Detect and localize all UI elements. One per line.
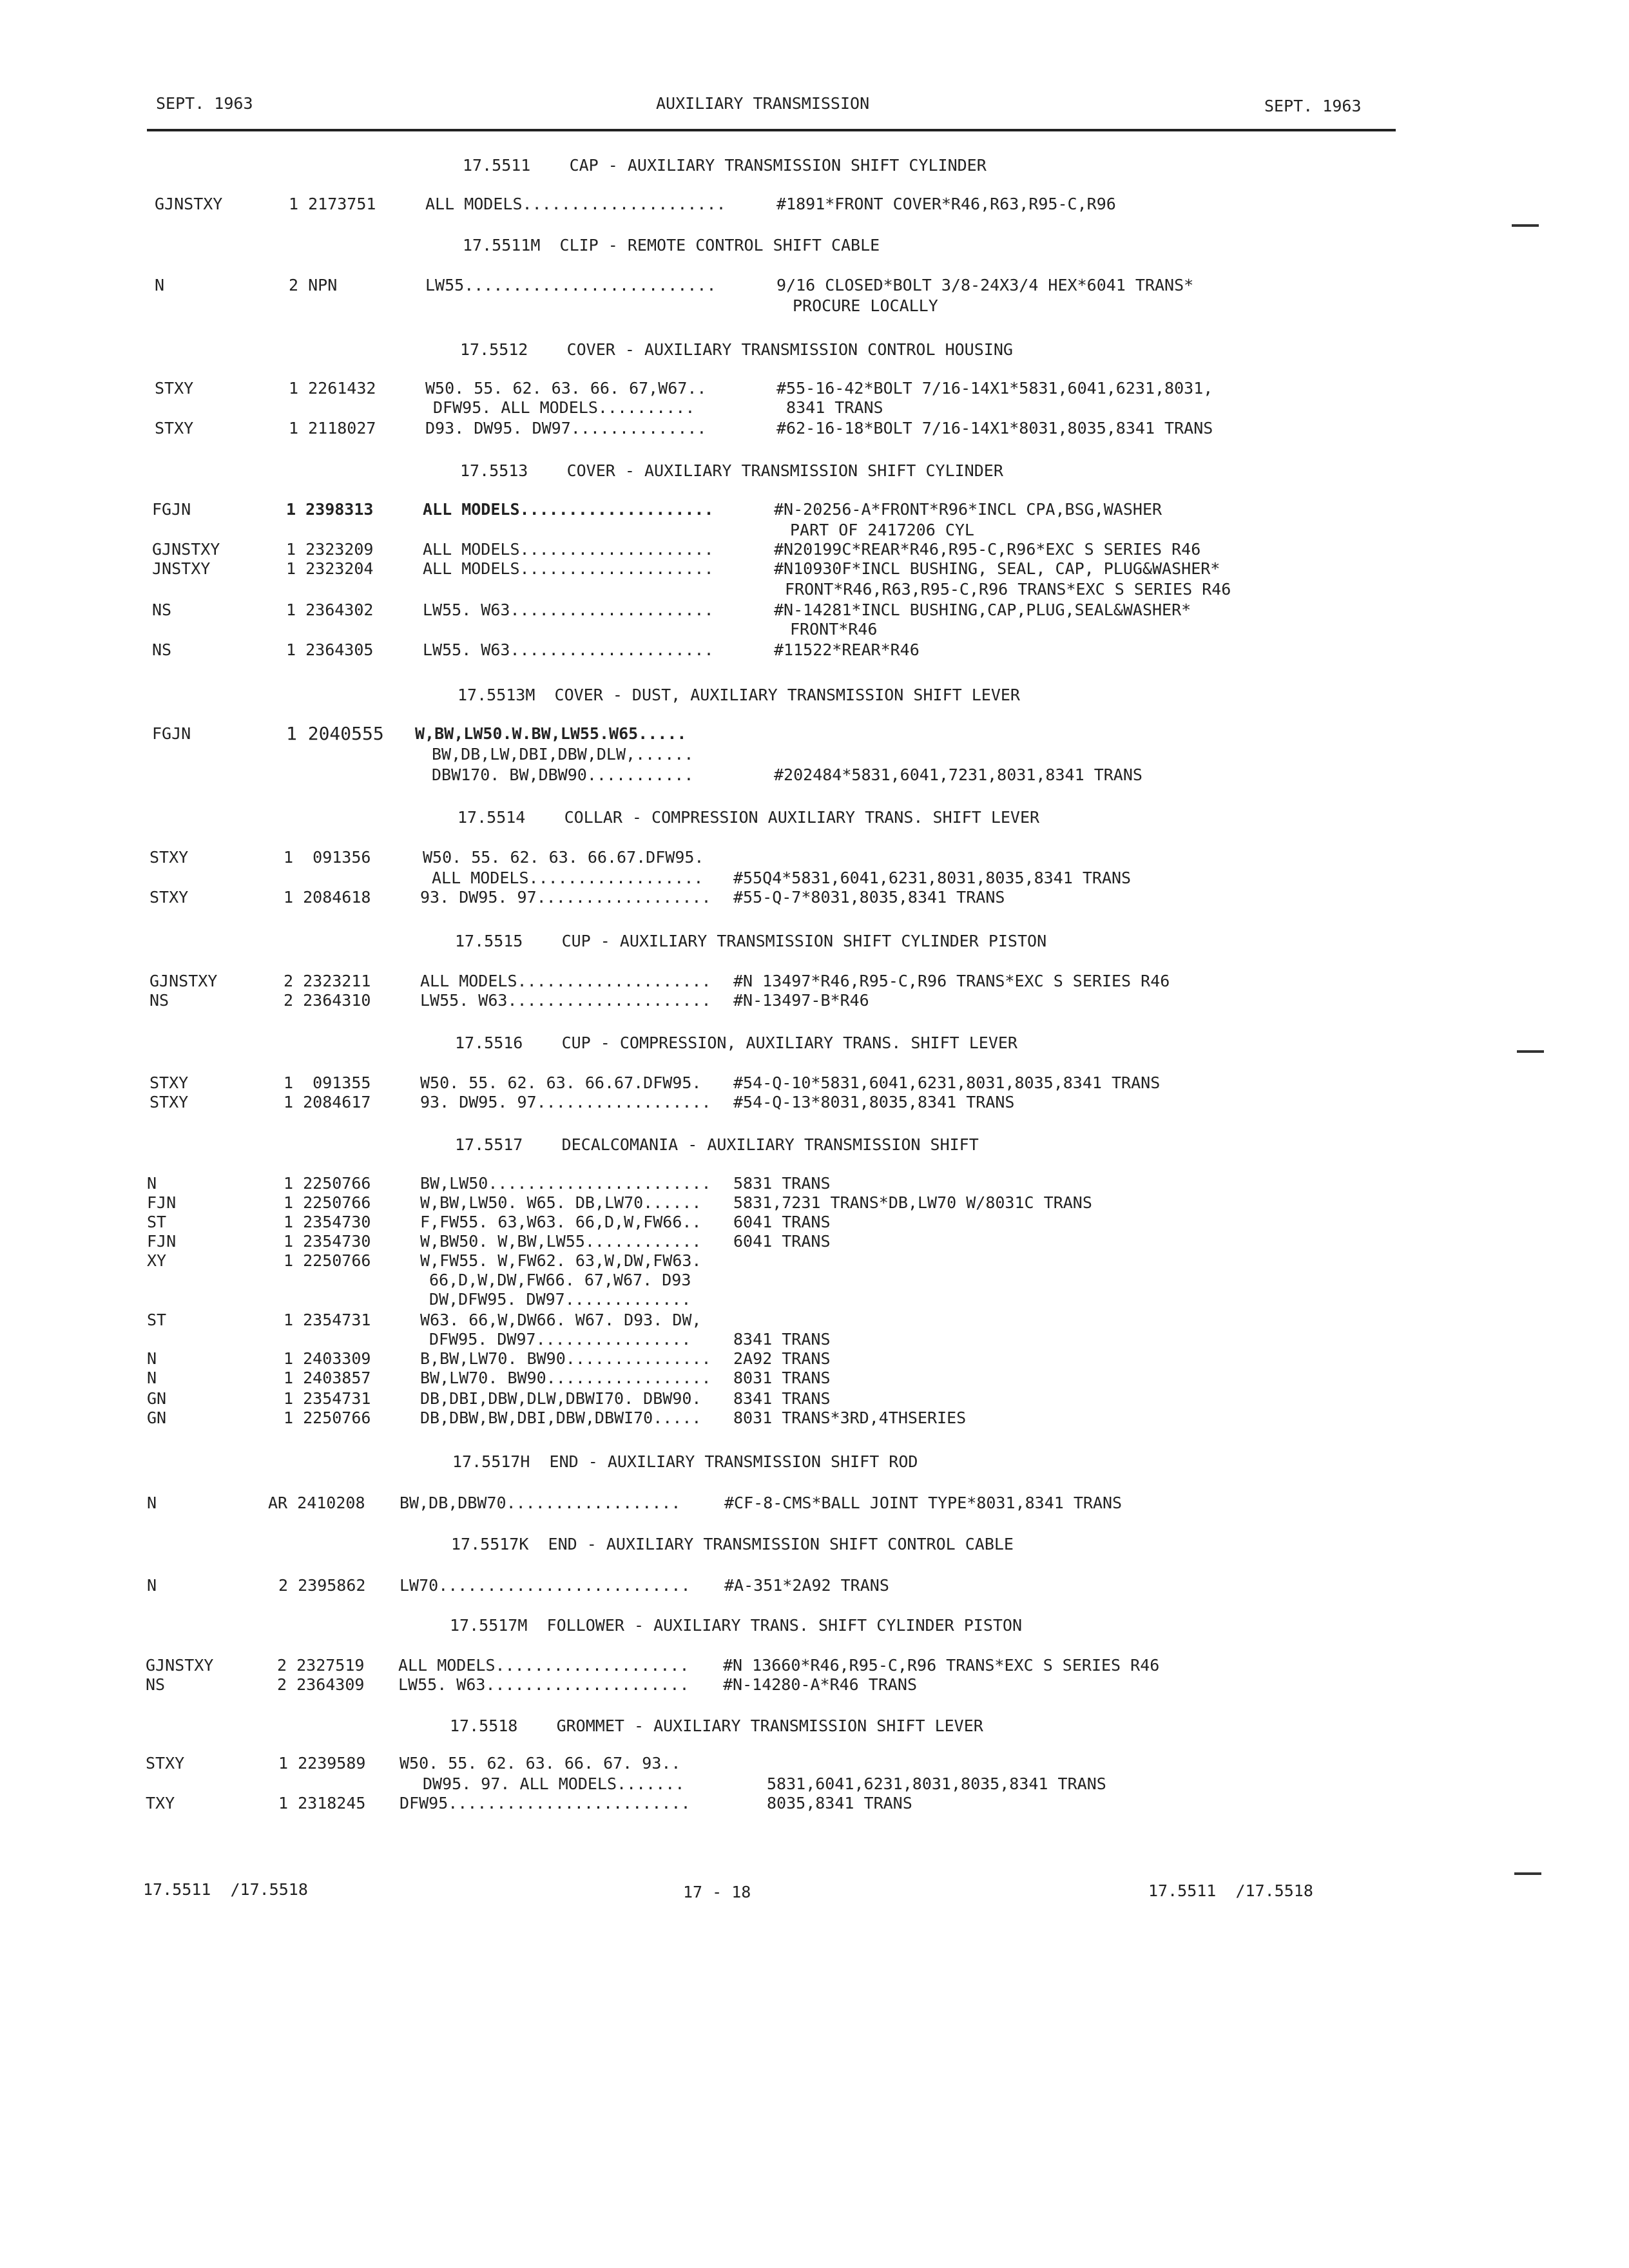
table-row: [146, 1675, 1628, 1696]
part-models: W,FW55. W,FW62. 63,W,DW,FW63.: [420, 1251, 702, 1270]
part-models: 66,D,W,DW,FW66. 67,W67. D93: [429, 1271, 691, 1289]
table-row: [155, 379, 1629, 399]
part-number: 1 2173751: [289, 195, 376, 213]
part-models: ALL MODELS....................: [423, 540, 724, 559]
part-number: 1 2084618: [284, 888, 371, 907]
part-number: 1 2118027: [289, 419, 376, 437]
part-code: STXY: [146, 1754, 185, 1773]
part-code: N: [147, 1369, 157, 1387]
part-note: #N-14281*INCL BUSHING,CAP,PLUG,SEAL&WASHER*: [774, 601, 1191, 619]
part-note: 2A92 TRANS: [733, 1349, 831, 1368]
part-code: N: [147, 1576, 157, 1595]
part-models: DFW95. DW97................: [429, 1330, 701, 1349]
part-models: 93. DW95. 97..................: [420, 888, 721, 907]
section-title: 17.5515 CUP - AUXILIARY TRANSMISSION SHIFT CYLINDER PISTON: [455, 932, 1047, 950]
part-note: #54-Q-10*5831,6041,6231,8031,8035,8341 TRANS: [733, 1073, 1161, 1092]
part-models: ALL MODELS....................: [398, 1656, 699, 1675]
part-code: FGJN: [152, 724, 191, 743]
part-models: DFW95. ALL MODELS..........: [433, 398, 705, 417]
table-row: [152, 540, 1629, 561]
part-models: ALL MODELS.....................: [425, 195, 736, 213]
row-continuation: [147, 1290, 1629, 1311]
part-note: #N-13497-B*R46: [733, 991, 869, 1010]
part-models: ALL MODELS..................: [432, 869, 713, 887]
part-number: 1 2250766: [284, 1408, 371, 1427]
part-code: N: [147, 1349, 157, 1368]
part-number: 1 2398313: [286, 500, 374, 519]
section-title: 17.5513M COVER - DUST, AUXILIARY TRANSMISSION SHIFT LEVER: [458, 686, 1020, 704]
table-row: [152, 640, 1629, 661]
part-models: LW55. W63.....................: [423, 601, 724, 619]
row-continuation: [149, 869, 1629, 889]
table-row: [149, 1073, 1629, 1094]
table-row: [152, 500, 1629, 521]
section-title: 17.5511M CLIP - REMOTE CONTROL SHIFT CABLE: [463, 236, 880, 255]
table-row: [149, 972, 1629, 992]
part-number: 1 2403857: [284, 1369, 371, 1387]
part-note: FRONT*R46,R63,R95-C,R96 TRANS*EXC S SERIES R46: [785, 580, 1231, 599]
part-models: DBW170. BW,DBW90...........: [432, 765, 704, 784]
table-row: [147, 1213, 1629, 1233]
part-models: DB,DBW,BW,DBI,DBW,DBWI70.....: [420, 1408, 711, 1427]
part-code: GJNSTXY: [149, 972, 218, 990]
header-left: SEPT. 1963: [156, 94, 253, 113]
table-row: [155, 419, 1629, 439]
margin-mark: [1512, 224, 1539, 227]
table-row: [147, 1494, 1629, 1514]
row-continuation: [155, 296, 1629, 317]
row-continuation: [152, 745, 1629, 765]
part-code: TXY: [146, 1794, 175, 1812]
part-code: NS: [146, 1675, 166, 1694]
part-models: BW,DB,DBW70..................: [400, 1494, 691, 1512]
part-code: GN: [147, 1408, 167, 1427]
part-number: 1 2364302: [286, 601, 374, 619]
part-code: FJN: [147, 1232, 177, 1251]
part-note: 5831,6041,6231,8031,8035,8341 TRANS: [767, 1774, 1106, 1793]
part-models: DW95. 97. ALL MODELS.......: [423, 1774, 695, 1793]
part-note: #CF-8-CMS*BALL JOINT TYPE*8031,8341 TRANS: [724, 1494, 1123, 1512]
part-note: PROCURE LOCALLY: [793, 296, 938, 315]
part-note: FRONT*R46: [790, 620, 878, 639]
table-row: [149, 991, 1629, 1012]
part-code: JNSTXY: [152, 559, 211, 578]
part-number: 1 2084617: [284, 1093, 371, 1111]
table-row: [149, 848, 1629, 869]
part-note: 6041 TRANS: [733, 1232, 831, 1251]
part-note: #N 13660*R46,R95-C,R96 TRANS*EXC S SERIES R46: [723, 1656, 1160, 1675]
part-code: ST: [147, 1213, 167, 1231]
part-number: 2 2364310: [284, 991, 371, 1010]
part-models: ALL MODELS....................: [423, 559, 724, 578]
part-models: W50. 55. 62. 63. 66. 67,W67..: [425, 379, 717, 398]
part-note: #54-Q-13*8031,8035,8341 TRANS: [733, 1093, 1015, 1111]
part-number: 1 2354730: [284, 1213, 371, 1231]
part-models: W50. 55. 62. 63. 66.67.DFW95.: [423, 848, 704, 867]
part-number: 1 2354731: [284, 1389, 371, 1408]
part-models: LW55. W63.....................: [398, 1675, 699, 1694]
part-number: 1 2040555: [286, 723, 384, 744]
part-models: DB,DBI,DBW,DLW,DBWI70. DBW90.: [420, 1389, 711, 1408]
part-models: DW,DFW95. DW97.............: [429, 1290, 691, 1309]
table-row: [146, 1656, 1628, 1677]
footer-page-number: 17 - 18: [683, 1883, 751, 1901]
part-number: 1 2323204: [286, 559, 374, 578]
table-row: [147, 1369, 1629, 1389]
part-number: 1 2323209: [286, 540, 374, 559]
part-number: 1 2250766: [284, 1251, 371, 1270]
table-row: [146, 1794, 1628, 1814]
part-models: LW55. W63.....................: [420, 991, 721, 1010]
part-note: #N20199C*REAR*R46,R95-C,R96*EXC S SERIES R46: [774, 540, 1201, 559]
part-number: 1 2239589: [278, 1754, 366, 1773]
part-note: 8341 TRANS: [776, 398, 883, 417]
part-note: 8341 TRANS: [733, 1330, 831, 1349]
section-title: 17.5517M FOLLOWER - AUXILIARY TRANS. SHIFT CYLINDER PISTON: [450, 1616, 1023, 1635]
part-code: GJNSTXY: [152, 540, 220, 559]
part-note: 5831 TRANS: [733, 1174, 831, 1193]
part-note: 9/16 CLOSED*BOLT 3/8-24X3/4 HEX*6041 TRANS*: [776, 276, 1194, 294]
part-note: 6041 TRANS: [733, 1213, 831, 1231]
part-code: FJN: [147, 1193, 177, 1212]
row-continuation: [152, 765, 1629, 786]
part-note: #N-20256-A*FRONT*R96*INCL CPA,BSG,WASHER: [774, 500, 1162, 519]
part-number: 1 2250766: [284, 1193, 371, 1212]
part-number: 1 2354731: [284, 1311, 371, 1329]
part-note: 8031 TRANS*3RD,4THSERIES: [733, 1408, 967, 1427]
row-continuation: [152, 580, 1629, 601]
section-title: 17.5511 CAP - AUXILIARY TRANSMISSION SHIFT CYLINDER: [463, 156, 987, 175]
table-row: [152, 724, 1629, 745]
table-row: [146, 1754, 1628, 1774]
part-note: #N 13497*R46,R95-C,R96 TRANS*EXC S SERIES R46: [733, 972, 1170, 990]
part-models: LW70..........................: [400, 1576, 700, 1595]
part-note: #62-16-18*BOLT 7/16-14X1*8031,8035,8341 TRANS: [776, 419, 1213, 437]
part-note: 8341 TRANS: [733, 1389, 831, 1408]
part-models: W,BW,LW50. W65. DB,LW70......: [420, 1193, 711, 1212]
part-note: PART OF 2417206 CYL: [790, 521, 974, 539]
table-row: [155, 276, 1629, 296]
footer-left: 17.5511 /17.5518: [143, 1880, 308, 1899]
part-note: #1891*FRONT COVER*R46,R63,R95-C,R96: [776, 195, 1116, 213]
part-models: W50. 55. 62. 63. 66.67.DFW95.: [420, 1073, 711, 1092]
part-note: #11522*REAR*R46: [774, 640, 920, 659]
part-code: STXY: [155, 419, 194, 437]
part-models: W,BW50. W,BW,LW55............: [420, 1232, 711, 1251]
part-models: F,FW55. 63,W63. 66,D,W,FW66..: [420, 1213, 711, 1231]
part-models: W,BW,LW50.W.BW,LW55.W65.....: [415, 724, 687, 743]
row-continuation: [147, 1271, 1629, 1291]
header-rule: [147, 129, 1396, 131]
part-code: GJNSTXY: [146, 1656, 214, 1675]
part-models: W63. 66,W,DW66. W67. D93. DW,: [420, 1311, 702, 1329]
part-code: NS: [152, 601, 172, 619]
header-right: SEPT. 1963: [1264, 97, 1362, 115]
row-continuation: [152, 521, 1629, 541]
section-title: 17.5517 DECALCOMANIA - AUXILIARY TRANSMISSION SHIFT: [455, 1135, 979, 1154]
table-row: [147, 1408, 1629, 1429]
part-code: NS: [149, 991, 169, 1010]
part-models: LW55. W63.....................: [423, 640, 724, 659]
header-center: AUXILIARY TRANSMISSION: [656, 94, 870, 113]
part-code: NS: [152, 640, 172, 659]
table-row: [147, 1311, 1629, 1331]
part-models: B,BW,LW70. BW90...............: [420, 1349, 721, 1368]
part-note: 8031 TRANS: [733, 1369, 831, 1387]
table-row: [155, 195, 1629, 215]
part-code: STXY: [149, 848, 189, 867]
table-row: [147, 1232, 1629, 1253]
part-code: GN: [147, 1389, 167, 1408]
part-number: 1 2261432: [289, 379, 376, 398]
part-number: 1 091355: [284, 1073, 371, 1092]
table-row: [149, 888, 1629, 908]
part-number: 1 2250766: [284, 1174, 371, 1193]
table-row: [149, 1093, 1629, 1113]
part-models: W50. 55. 62. 63. 66. 67. 93..: [400, 1754, 681, 1773]
part-code: ST: [147, 1311, 167, 1329]
part-note: 8035,8341 TRANS: [767, 1794, 912, 1812]
part-models: BW,DB,LW,DBI,DBW,DLW,......: [432, 745, 694, 764]
part-number: 2 2364309: [277, 1675, 365, 1694]
part-code: STXY: [155, 379, 194, 398]
part-number: 1 2354730: [284, 1232, 371, 1251]
table-row: [147, 1193, 1629, 1214]
part-number: 1 2318245: [278, 1794, 366, 1812]
row-continuation: [147, 1330, 1629, 1350]
part-note: #A-351*2A92 TRANS: [724, 1576, 889, 1595]
part-number: 2 2323211: [284, 972, 371, 990]
part-note: #55-Q-7*8031,8035,8341 TRANS: [733, 888, 1005, 907]
table-row: [152, 559, 1629, 580]
part-code: GJNSTXY: [155, 195, 223, 213]
part-models: 93. DW95. 97..................: [420, 1093, 721, 1111]
section-title: 17.5514 COLLAR - COMPRESSION AUXILIARY TRANS. SHIFT LEVER: [458, 808, 1040, 827]
part-number: 2 2395862: [278, 1576, 366, 1595]
part-note: #55Q4*5831,6041,6231,8031,8035,8341 TRANS: [733, 869, 1132, 887]
part-code: N: [147, 1494, 157, 1512]
row-continuation: [146, 1774, 1628, 1795]
part-models: BW,LW70. BW90.................: [420, 1369, 721, 1387]
part-code: STXY: [149, 1073, 189, 1092]
table-row: [147, 1251, 1629, 1272]
part-models: LW55..........................: [425, 276, 726, 294]
part-code: XY: [147, 1251, 167, 1270]
table-row: [147, 1349, 1629, 1370]
table-row: [152, 601, 1629, 621]
part-code: FGJN: [152, 500, 191, 519]
part-number: 2 NPN: [289, 276, 338, 294]
section-title: 17.5517K END - AUXILIARY TRANSMISSION SHIFT CONTROL CABLE: [451, 1535, 1014, 1553]
section-title: 17.5517H END - AUXILIARY TRANSMISSION SHIFT ROD: [452, 1452, 918, 1471]
part-number: 1 091356: [284, 848, 371, 867]
part-code: N: [147, 1174, 157, 1193]
section-title: 17.5518 GROMMET - AUXILIARY TRANSMISSION SHIFT LEVER: [450, 1716, 983, 1735]
row-continuation: [152, 620, 1629, 640]
table-row: [147, 1174, 1629, 1195]
part-number: 1 2364305: [286, 640, 374, 659]
table-row: [147, 1576, 1629, 1597]
part-models: DFW95.........................: [400, 1794, 700, 1812]
part-code: STXY: [149, 888, 189, 907]
row-continuation: [155, 398, 1629, 419]
part-number: 2 2327519: [277, 1656, 365, 1675]
part-number: AR 2410208: [268, 1494, 365, 1512]
part-models: BW,LW50.......................: [420, 1174, 721, 1193]
section-title: 17.5513 COVER - AUXILIARY TRANSMISSION SHIFT CYLINDER: [460, 461, 1003, 480]
part-note: #55-16-42*BOLT 7/16-14X1*5831,6041,6231,8031,: [776, 379, 1213, 398]
table-row: [147, 1389, 1629, 1410]
section-title: 17.5516 CUP - COMPRESSION, AUXILIARY TRANS. SHIFT LEVER: [455, 1033, 1017, 1052]
part-models: D93. DW95. DW97..............: [425, 419, 717, 437]
part-models: ALL MODELS....................: [423, 500, 724, 519]
part-note: 5831,7231 TRANS*DB,LW70 W/8031C TRANS: [733, 1193, 1092, 1212]
part-note: #202484*5831,6041,7231,8031,8341 TRANS: [774, 765, 1142, 784]
footer-right: 17.5511 /17.5518: [1148, 1881, 1313, 1900]
part-code: STXY: [149, 1093, 189, 1111]
part-code: N: [155, 276, 165, 294]
part-note: #N-14280-A*R46 TRANS: [723, 1675, 918, 1694]
part-number: 1 2403309: [284, 1349, 371, 1368]
section-title: 17.5512 COVER - AUXILIARY TRANSMISSION CONTROL HOUSING: [460, 340, 1013, 359]
part-models: ALL MODELS....................: [420, 972, 721, 990]
margin-mark: [1514, 1872, 1541, 1875]
margin-mark: [1517, 1050, 1544, 1053]
part-note: #N10930F*INCL BUSHING, SEAL, CAP, PLUG&WASHER*: [774, 559, 1220, 578]
